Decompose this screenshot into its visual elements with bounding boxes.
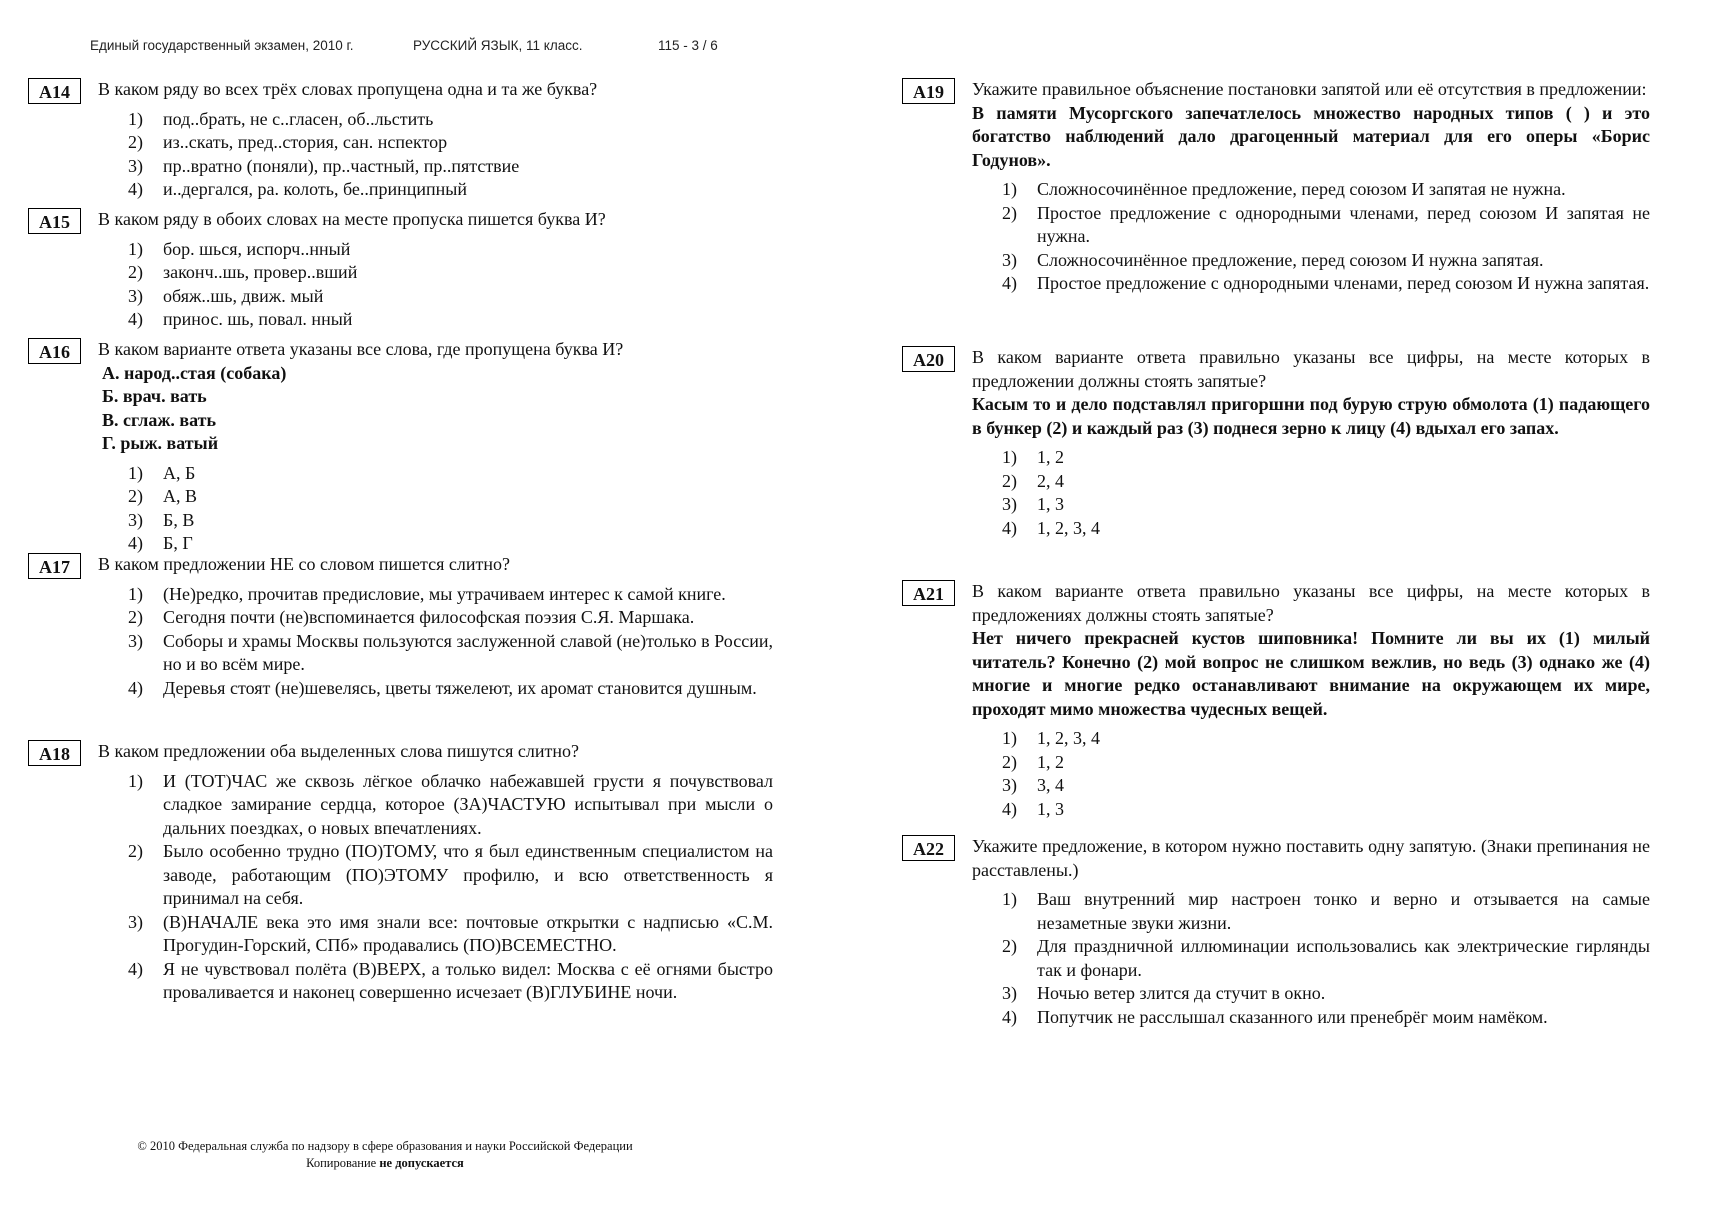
- option-text: (В)НАЧАЛЕ века это имя знали все: почтовые открытки с надписью «С.М. Прогудин-Горский, СПб» продавались (ПО)ВСЕМЕСТНО.: [163, 911, 773, 955]
- option-number: 4): [128, 677, 143, 698]
- question-text: В каком ряду в обоих словах на месте пропуска пишется буква И?: [98, 209, 606, 229]
- option-number: 2): [128, 132, 143, 152]
- option-item: [128, 485, 773, 509]
- option-text: А, В: [163, 486, 198, 506]
- option-text: 1, 3: [1037, 798, 1064, 819]
- question-block: [902, 580, 1650, 821]
- option-number: 1): [1002, 447, 1017, 467]
- option-item: [1002, 774, 1650, 798]
- options-list: [972, 888, 1650, 1029]
- subject-title: РУССКИЙ ЯЗЫК, 11 класс.: [413, 38, 583, 53]
- options-list: [972, 446, 1650, 540]
- question-number: A14: [28, 78, 81, 104]
- page-number: 115 - 3 / 6: [658, 38, 718, 53]
- option-item: [1002, 751, 1650, 775]
- option-text: И (ТОТ)ЧАС же сквозь лёгкое облачко набежавшей грусти я почувствовал сладкое замирание сердца, которое (ЗА)ЧАСТУЮ испытывал при мысли о дальних поездках, о новых впечатлениях.: [163, 770, 773, 838]
- option-text: Деревья стоят (не)шевелясь, цветы тяжелеют, их аромат становится душным.: [163, 677, 757, 698]
- option-text: Сложносочинённое предложение, перед союзом И запятая не нужна.: [1037, 179, 1566, 199]
- option-text: 1, 2: [1037, 447, 1064, 467]
- option-number: 1): [128, 770, 143, 791]
- question-number: A15: [28, 208, 81, 234]
- option-number: 4): [1002, 273, 1017, 293]
- option-number: 2): [1002, 470, 1017, 491]
- question-text: Укажите правильное объяснение постановки запятой или её отсутствия в предложении:: [972, 79, 1647, 99]
- question-number: A21: [902, 580, 955, 606]
- question-text: В каком варианте ответа правильно указаны все цифры, на месте которых в предложениях должны стоять запятые?: [972, 581, 1650, 625]
- option-number: 4): [128, 533, 143, 553]
- question-block: [902, 346, 1650, 540]
- variant-item: Б. врач. вать: [102, 386, 207, 406]
- option-item: [128, 583, 773, 607]
- option-text: Ваш внутренний мир настроен тонко и верно и отзывается на самые незаметные звуки жизни.: [1037, 889, 1650, 933]
- option-text: Сегодня почти (не)вспоминается философская поэзия С.Я. Маршака.: [163, 607, 695, 627]
- option-text: из..скать, пред..стория, сан. нспектор: [163, 132, 448, 152]
- option-item: [128, 178, 773, 202]
- question-block: [28, 78, 773, 202]
- question-text: В каком предложении оба выделенных слова пишутся слитно?: [98, 741, 580, 761]
- question-text: Укажите предложение, в котором нужно поставить одну запятую. (Знаки препинания не расставлены.): [972, 836, 1650, 880]
- variant-item: Г. рыж. ватый: [102, 433, 219, 453]
- option-text: Я не чувствовал полёта (В)ВЕРХ, а только видел: Москва с её огнями быстро проваливается и наконец совершенно исчезает (В)ГЛУБИНЕ ночи.: [163, 958, 773, 1002]
- option-item: [128, 630, 773, 677]
- answer-variants: [98, 362, 773, 456]
- question-text: В каком предложении НЕ со словом пишется слитно?: [98, 554, 510, 574]
- option-number: 3): [1002, 249, 1017, 270]
- option-number: 1): [1002, 728, 1017, 748]
- option-item: [128, 532, 773, 556]
- question-number: A18: [28, 740, 81, 766]
- option-item: [1002, 517, 1650, 541]
- option-item: [1002, 493, 1650, 517]
- option-number: 1): [1002, 889, 1017, 909]
- option-item: [128, 840, 773, 911]
- options-list: [98, 108, 773, 202]
- variant-item: А. народ..стая (собака): [102, 362, 287, 383]
- question-number: A17: [28, 553, 81, 579]
- option-item: [128, 261, 773, 285]
- option-text: и..дергался, ра. колоть, бе..принципный: [163, 179, 468, 199]
- copy-notice: [100, 1155, 670, 1172]
- option-text: Б, Г: [163, 533, 193, 553]
- copyright-footer: [100, 1138, 670, 1172]
- question-number: A22: [902, 835, 955, 861]
- option-number: 2): [1002, 202, 1017, 223]
- options-list: [98, 770, 773, 1005]
- option-text: 3, 4: [1037, 775, 1064, 795]
- option-item: [1002, 249, 1650, 273]
- option-number: 3): [128, 155, 143, 176]
- option-item: [1002, 982, 1650, 1006]
- option-number: 4): [1002, 798, 1017, 819]
- question-number: A20: [902, 346, 955, 372]
- option-number: 3): [128, 630, 143, 651]
- option-text: 1, 2, 3, 4: [1037, 517, 1100, 538]
- option-item: [128, 308, 773, 332]
- option-text: 1, 3: [1037, 494, 1064, 514]
- question-text: В каком варианте ответа указаны все слова, где пропущена буква И?: [98, 339, 624, 359]
- option-number: 3): [128, 285, 143, 306]
- option-item: [128, 606, 773, 630]
- option-item: [1002, 798, 1650, 822]
- option-number: 1): [128, 462, 143, 483]
- option-number: 4): [128, 309, 143, 329]
- option-text: Для праздничной иллюминации использовались как электрические гирлянды так и фонари.: [1037, 936, 1650, 980]
- question-number: A16: [28, 338, 81, 364]
- option-text: пр..вратно (поняли), пр..частный, пр..пятствие: [163, 155, 520, 176]
- option-number: 3): [1002, 775, 1017, 795]
- option-item: [128, 108, 773, 132]
- option-item: [1002, 470, 1650, 494]
- option-text: Простое предложение с однородными членами, перед союзом И запятая не нужна.: [1037, 202, 1650, 246]
- option-item: [128, 509, 773, 533]
- option-number: 1): [128, 108, 143, 129]
- option-number: 1): [1002, 179, 1017, 199]
- option-text: принос. шь, повал. нный: [163, 309, 353, 329]
- option-item: [128, 155, 773, 179]
- option-text: законч..шь, провер..вший: [163, 262, 358, 282]
- option-text: Сложносочинённое предложение, перед союзом И нужна запятая.: [1037, 249, 1544, 270]
- option-text: Простое предложение с однородными членами, перед союзом И нужна запятая.: [1037, 273, 1650, 293]
- option-number: 3): [128, 509, 143, 530]
- question-block: [902, 835, 1650, 1029]
- question-number: A19: [902, 78, 955, 104]
- option-number: 3): [1002, 983, 1017, 1003]
- option-number: 4): [1002, 517, 1017, 538]
- option-number: 4): [128, 958, 143, 979]
- option-item: [1002, 935, 1650, 982]
- options-list: [972, 178, 1650, 296]
- option-item: [1002, 272, 1650, 296]
- options-list: [98, 583, 773, 701]
- variant-item: В. сглаж. вать: [102, 409, 217, 430]
- option-text: под..брать, не с..гласен, об..льстить: [163, 108, 434, 129]
- options-list: [972, 727, 1650, 821]
- copy-notice-bold: не допускается: [379, 1156, 464, 1170]
- option-number: 2): [128, 486, 143, 506]
- question-block: [28, 208, 773, 332]
- option-item: [128, 911, 773, 958]
- option-item: [1002, 202, 1650, 249]
- option-item: [1002, 727, 1650, 751]
- option-number: 4): [1002, 1006, 1017, 1027]
- question-block: [902, 78, 1650, 296]
- option-item: [1002, 446, 1650, 470]
- option-number: 4): [128, 179, 143, 199]
- option-number: 1): [128, 238, 143, 259]
- question-sentence: В памяти Мусоргского запечатлелось множество народных типов ( ) и это богатство наблюдений дало драгоценный материал для его оперы «Борис Годунов».: [972, 102, 1650, 170]
- option-item: [1002, 1006, 1650, 1030]
- exam-title: Единый государственный экзамен, 2010 г.: [90, 38, 354, 53]
- option-item: [128, 770, 773, 841]
- question-text: В каком ряду во всех трёх словах пропущена одна и та же буква?: [98, 79, 598, 99]
- option-text: 1, 2: [1037, 751, 1064, 772]
- option-text: Ночью ветер злится да стучит в окно.: [1037, 983, 1326, 1003]
- option-text: (Не)редко, прочитав предисловие, мы утрачиваем интерес к самой книге.: [163, 583, 726, 604]
- option-number: 2): [128, 841, 143, 861]
- question-block: [28, 553, 773, 700]
- option-item: [128, 285, 773, 309]
- option-number: 2): [128, 607, 143, 627]
- question-block: [28, 740, 773, 1005]
- option-number: 1): [128, 583, 143, 604]
- option-item: [128, 677, 773, 701]
- option-number: 2): [1002, 751, 1017, 772]
- option-item: [1002, 178, 1650, 202]
- option-number: 2): [1002, 936, 1017, 956]
- options-list: [98, 462, 773, 556]
- option-text: бор. шься, испорч..нный: [163, 238, 351, 259]
- option-text: 1, 2, 3, 4: [1037, 728, 1100, 748]
- question-sentence: Касым то и дело подставлял пригоршни под бурую струю обмолота (1) падающего в бункер (2) и каждый раз (3) поднеся зерно к лицу (4) вдыхал его запах.: [972, 394, 1650, 438]
- question-block: [28, 338, 773, 556]
- option-text: Соборы и храмы Москвы пользуются заслуженной славой (не)только в России, но и во всём мире.: [163, 630, 773, 674]
- option-text: А, Б: [163, 462, 196, 483]
- option-number: 2): [128, 262, 143, 282]
- option-text: Попутчик не расслышал сказанного или пренебрёг моим намёком.: [1037, 1006, 1548, 1027]
- option-text: Б, В: [163, 509, 195, 530]
- question-text: В каком варианте ответа правильно указаны все цифры, на месте которых в предложении должны стоять запятые?: [972, 347, 1650, 391]
- option-item: [128, 462, 773, 486]
- copyright-line: © 2010 Федеральная служба по надзору в сфере образования и науки Российской Федерации: [137, 1139, 633, 1153]
- options-list: [98, 238, 773, 332]
- option-text: обяж..шь, движ. мый: [163, 285, 324, 306]
- option-item: [1002, 888, 1650, 935]
- option-item: [128, 131, 773, 155]
- option-item: [128, 958, 773, 1005]
- question-sentence: Нет ничего прекрасней кустов шиповника! Помните ли вы их (1) милый читатель? Конечно (2) мой вопрос не слишком вежлив, но ведь (3) однако же (4) многие и многие редко останавливают внимание на окружающем их мире, проходят мимо множества чудесных вещей.: [972, 628, 1650, 719]
- option-item: [128, 238, 773, 262]
- option-number: 3): [1002, 494, 1017, 514]
- option-number: 3): [128, 911, 143, 932]
- option-text: 2, 4: [1037, 470, 1064, 491]
- option-text: Было особенно трудно (ПО)ТОМУ, что я был единственным специалистом на заводе, работающим (ПО)ЭТОМУ профилю, и всю ответственность я принимал на себя.: [163, 841, 773, 908]
- copy-notice-prefix: Копирование: [306, 1156, 377, 1170]
